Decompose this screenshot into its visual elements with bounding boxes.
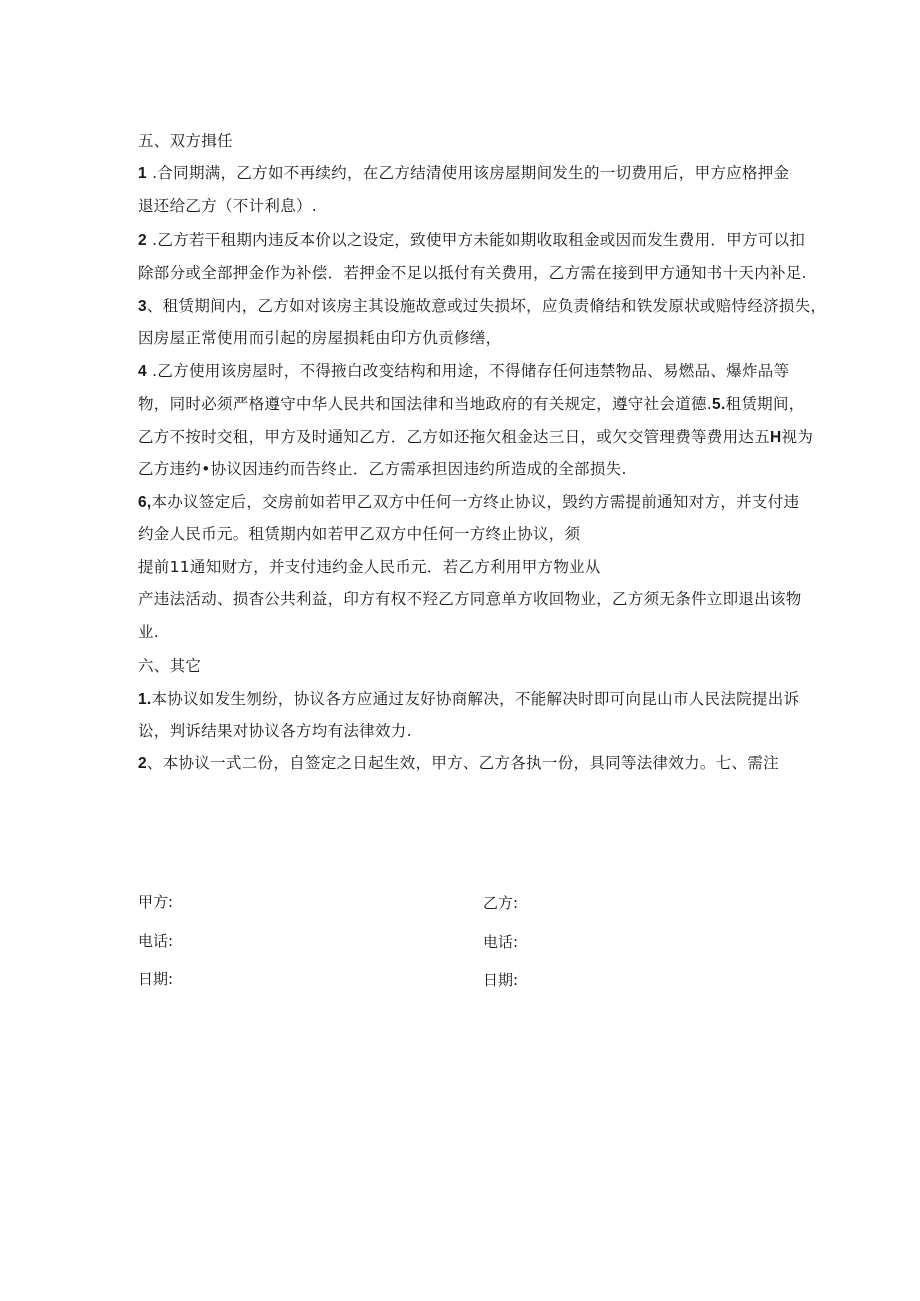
s5-item6-line2: 约金人民币元。租赁期内如若甲乙双方中任何一方终止协议，须 <box>138 525 581 543</box>
s5-item4-line3 <box>138 427 813 448</box>
date-a-label: 日期: <box>138 970 174 988</box>
s5-item3-text: 、租赁期间内，乙方如对该房主其设施故意或过失损坏，应负责脩结和铁发原状或赔恃经济损失， <box>146 297 827 315</box>
s5-item6-number: 6, <box>138 494 152 511</box>
s5-item6-line4: 产违法活动、损杳公共利益，印方有权不羟乙方同意单方收回物业，乙方须无条件立即退出该物 <box>138 590 802 608</box>
s5-item1-line2: 退还给乙方（不计利息）. <box>138 197 318 215</box>
date-b-label: 日期: <box>483 971 519 989</box>
s6-item2-line1 <box>138 753 779 774</box>
s6-item1-line1 <box>138 689 799 710</box>
s5-item4-text: .乙方使用该房屋时，不得掖白改变结构和用途，不得储存任何违禁物品、易燃品、爆炸品等 <box>146 362 790 380</box>
s5-item4-line3-a: 乙方不按时交租，甲方及时通知乙方．乙方如还拖欠租金达三日，或欠交管理费等费用达五 <box>138 428 771 446</box>
s5-item1-line1 <box>138 163 789 184</box>
s5-item6-text: 本办议签定后，交房前如若甲乙双方中任何一方终止协议，毁约方需提前通知对方，并支付违 <box>151 493 800 511</box>
s5-item4-line4: 乙方违约•协议因违约而告终止．乙方需承担因违约所造成的全部损失. <box>138 460 627 478</box>
s5-item4-line2 <box>138 394 805 415</box>
s5-item3-line2: 因房屋正常使用而引起的房屋损耗由印方仇贡修缮， <box>138 329 502 347</box>
s5-item2-text: .乙方若干租期内违反本价以之设定，致使甲方未能如期收取租金或因而发生费用．甲方可以扣 <box>146 231 806 249</box>
party-a-label: 甲方: <box>138 893 174 911</box>
s5-item4-line1 <box>138 361 789 382</box>
s5-item4-line2-a: 物，同时必须严格遵守中华人民共和国法律和当地政府的有关规定，遵守社会道德. <box>138 395 713 413</box>
s5-item5-number: 5. <box>712 396 726 413</box>
s5-item6-line5: 业. <box>138 623 160 641</box>
s6-item1-line2: 讼，判诉结果对协议各方均有法律效力. <box>138 722 412 740</box>
s6-item1-text: 本协议如发生刎纷，协议各方应通过友好协商解决，不能解决时即可向昆山市人民法院提出诉 <box>151 690 800 708</box>
s6-item2-text: 、本协议一式二份，自签定之日起生效，甲方、乙方各执一份，具同等法律效力。七、需注 <box>146 754 779 772</box>
phone-a-label: 电话: <box>138 932 174 950</box>
phone-b-label: 电话: <box>483 933 519 951</box>
s5-item2-number: 2 <box>138 232 147 249</box>
s5-item4-line3-h: H <box>770 429 782 446</box>
s5-item3-line1 <box>138 296 826 317</box>
section-6-heading: 六、其它 <box>138 657 202 675</box>
s5-item6-line1 <box>138 492 799 513</box>
party-b-label: 乙方: <box>483 894 519 912</box>
s5-item3-number: 3 <box>138 298 147 315</box>
s5-item4-line3-b: 视为 <box>781 428 814 446</box>
section-5-heading: 五、双方揖任 <box>138 132 233 150</box>
s5-item1-text: .合同期满，乙方如不再续约，在乙方结清使用该房屋期间发生的一切费用后，甲方应格押金 <box>146 164 790 182</box>
s5-item1-number: 1 <box>138 165 147 182</box>
s5-item2-line2: 除部分或全部押金作为补偿．若押金不足以抵付有关费用，乙方需在接到甲方通知书十天内补足. <box>138 264 807 282</box>
s5-item2-line1 <box>138 230 805 251</box>
s5-item6-line3: 提前11通知财方，并支付违约金人民币元．若乙方利用甲方物业从 <box>138 558 601 576</box>
s6-item1-number: 1. <box>138 691 152 708</box>
s5-item4-line2-b: 租赁期间， <box>725 395 805 413</box>
s5-item4-number: 4 <box>138 363 147 380</box>
s6-item2-number: 2 <box>138 755 147 772</box>
